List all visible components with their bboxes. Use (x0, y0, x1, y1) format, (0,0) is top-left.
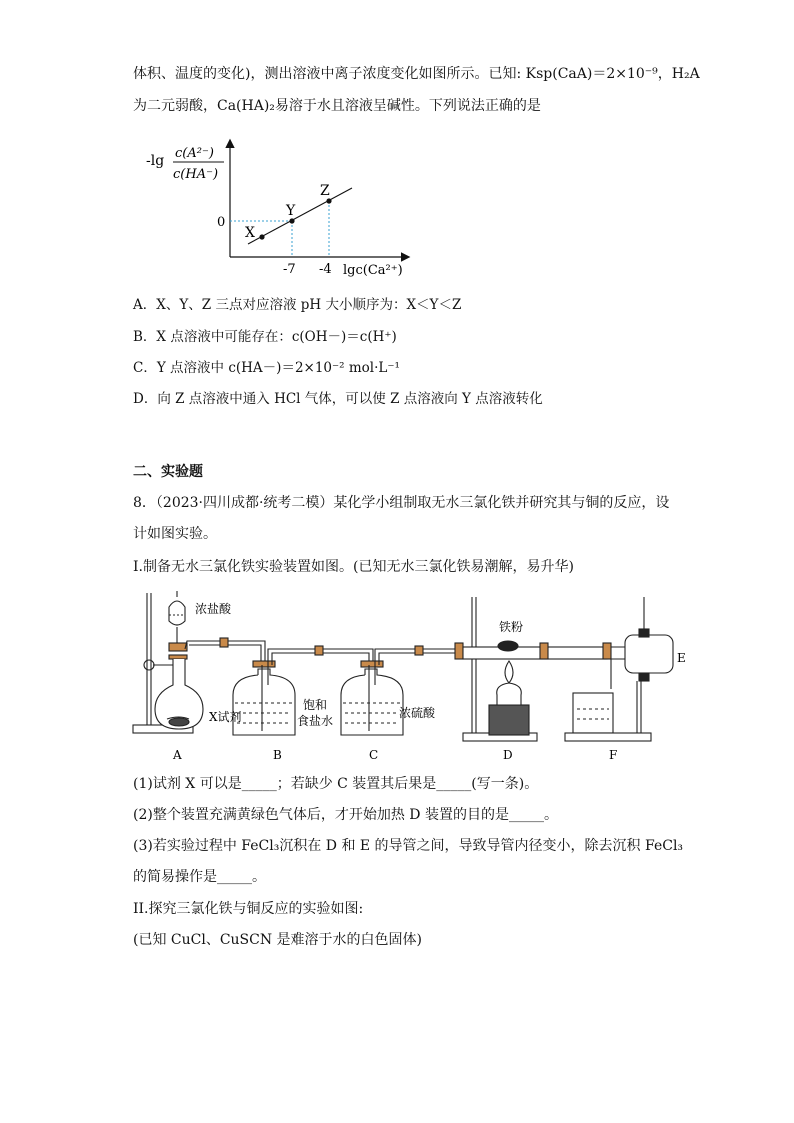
collector-e (625, 635, 673, 673)
y-label-prefix: -lg (146, 153, 165, 169)
option-a: A．X、Y、Z 三点对应溶液 pH 大小顺序为：X＜Y＜Z (133, 297, 462, 313)
option-b: B．X 点溶液中可能存在：c(OH－)＝c(H⁺) (133, 329, 397, 345)
apparatus-diagram (125, 585, 725, 765)
intro-line-2: 为二元弱酸，Ca(HA)₂易溶于水且溶液呈碱性。下列说法正确的是 (133, 98, 541, 114)
question-3-line-2: 的简易操作是_____。 (133, 869, 266, 885)
question-2: (2)整个装置充满黄绿色气体后，才开始加热 D 装置的目的是_____。 (133, 807, 558, 823)
question-3-line-1: (3)若实验过程中 FeCl₃沉积在 D 和 E 的导管之间，导致导管内径变小，除去沉积 FeCl₃ (133, 838, 684, 854)
letter-d: D (503, 748, 513, 762)
y-label-numerator: c(A²⁻) (175, 146, 214, 161)
wash-bottle-b (233, 669, 295, 735)
letter-b: B (273, 748, 282, 762)
part1-intro: I.制备无水三氯化铁实验装置如图。(已知无水三氯化铁易潮解，易升华) (133, 559, 574, 575)
stand-base-f (565, 733, 651, 741)
point-z (326, 198, 331, 203)
point-x-label: X (245, 225, 255, 241)
label-conc-hcl: 浓盐酸 (195, 602, 232, 616)
intro-line-1: 体积、温度的变化)，测出溶液中离子浓度变化如图所示。已知: Ksp(CaA)＝2×10⁻⁹，H₂A (133, 66, 700, 82)
label-e: E (677, 651, 686, 665)
x-axis-label: lgc(Ca²⁺) (343, 263, 403, 278)
beaker-f (573, 693, 613, 733)
q8-line-1: 8．（2023·四川成都·统考二模）某化学小组制取无水三氯化铁并研究其与铜的反应，设 (133, 495, 670, 511)
x-tick-neg7: -7 (283, 262, 296, 277)
point-z-label: Z (320, 183, 330, 199)
clamp-a (144, 660, 154, 670)
concentration-graph (140, 135, 430, 280)
dropping-funnel (169, 601, 185, 625)
alcohol-lamp (497, 683, 522, 705)
label-conc-h2so4: 浓硫酸 (399, 706, 436, 720)
label-x-reagent: X试剂 (209, 710, 242, 724)
label-brine-1: 饱和 (303, 698, 328, 712)
option-c: C．Y 点溶液中 c(HA－)＝2×10⁻² mol·L⁻¹ (133, 360, 400, 376)
letter-a: A (173, 748, 182, 762)
letter-c: C (369, 748, 379, 762)
letter-f: F (609, 748, 618, 762)
question-1: (1)试剂 X 可以是_____；若缺少 C 装置其后果是_____(写一条)。 (133, 776, 539, 792)
wash-bottle-c (341, 669, 403, 735)
x-reagent-solid (169, 718, 189, 726)
y-tick-0: 0 (217, 215, 226, 230)
point-y-label: Y (286, 203, 296, 219)
label-iron-powder: 铁粉 (499, 620, 524, 634)
y-label-denominator: c(HA⁻) (173, 167, 219, 182)
x-tick-neg4: -4 (319, 262, 332, 277)
section-title: 二、实验题 (133, 464, 203, 480)
lamp-block (489, 705, 529, 735)
label-brine-2: 食盐水 (297, 714, 334, 728)
point-x (259, 234, 264, 239)
part2-note: (已知 CuCl、CuSCN 是难溶于水的白色固体) (133, 932, 423, 948)
part2-intro: II.探究三氯化铁与铜反应的实验如图: (133, 901, 364, 917)
option-d: D．向 Z 点溶液中通入 HCl 气体，可以使 Z 点溶液向 Y 点溶液转化 (133, 391, 543, 407)
combustion-tube (463, 647, 607, 659)
point-y (289, 218, 294, 223)
iron-powder (498, 641, 518, 651)
q8-line-2: 计如图实验。 (133, 526, 217, 542)
